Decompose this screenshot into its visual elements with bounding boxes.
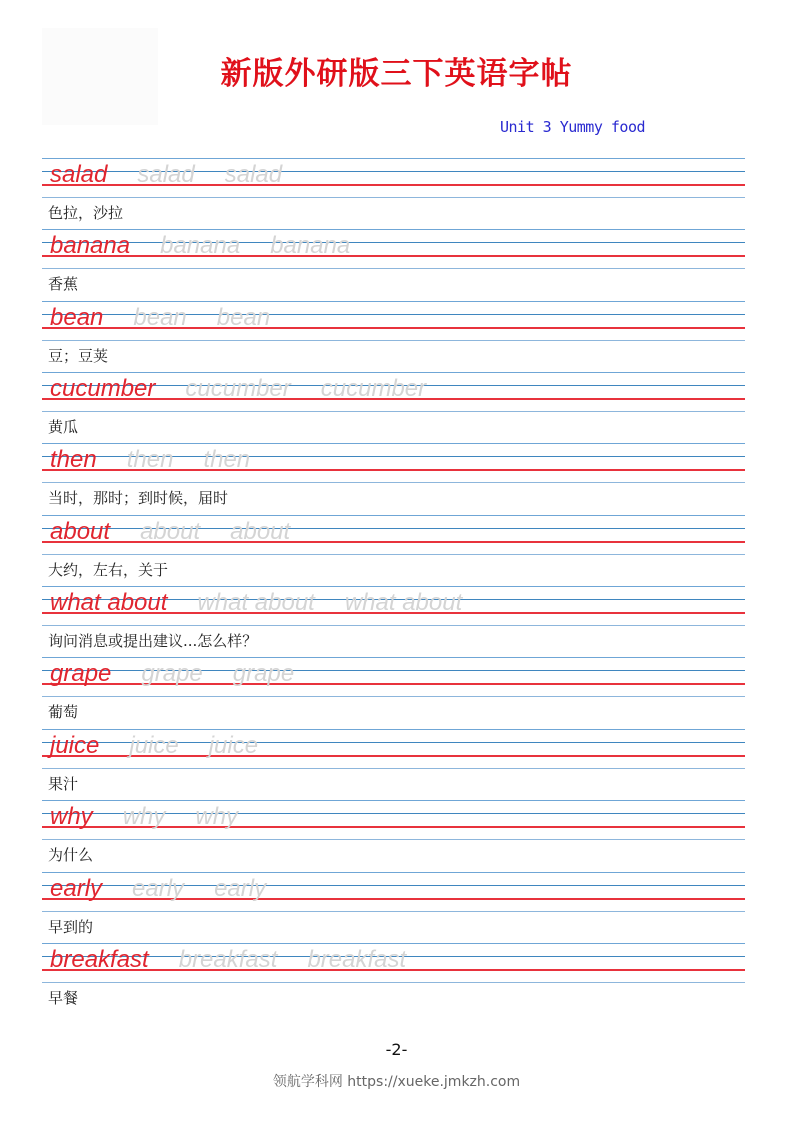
word: bean (50, 304, 104, 331)
trace-word: what about (344, 589, 463, 616)
trace-word: breakfast (178, 946, 278, 973)
page-number: -2- (385, 1040, 408, 1059)
word-line (50, 444, 280, 476)
word: breakfast (50, 946, 149, 973)
trace-word: then (126, 446, 174, 473)
copybook-row (42, 586, 745, 658)
trace-word: salad (224, 161, 283, 188)
copybook-row (42, 872, 745, 944)
trace-word: grape (141, 660, 203, 687)
trace-word: about (230, 518, 291, 545)
meaning: 葡萄 (48, 703, 79, 721)
word-line (50, 587, 492, 619)
trace-word: bean (216, 304, 271, 331)
word: why (50, 803, 93, 830)
meaning: 香蕉 (48, 275, 79, 293)
word: banana (50, 232, 131, 259)
copybook-row (42, 657, 745, 729)
trace-word: cucumber (320, 375, 427, 402)
trace-word: juice (129, 732, 179, 759)
word: early (50, 875, 103, 902)
word-line (50, 159, 312, 191)
trace-word: breakfast (307, 946, 407, 973)
meaning: 黄瓜 (48, 418, 79, 436)
trace-word: about (140, 518, 201, 545)
trace-word: juice (208, 732, 259, 759)
word-line (50, 230, 380, 262)
copybook-row (42, 443, 745, 515)
guide-line-bottom (42, 982, 745, 983)
guide-line-bottom (42, 839, 745, 840)
copybook-row (42, 515, 745, 587)
word-line (50, 373, 456, 405)
copybook-row (42, 372, 745, 444)
guide-line-bottom (42, 411, 745, 412)
copybook-row (42, 943, 745, 1015)
word-line (50, 873, 296, 905)
trace-word: cucumber (185, 375, 291, 402)
trace-word: early (132, 875, 185, 902)
guide-line-bottom (42, 554, 745, 555)
copybook-row (42, 800, 745, 872)
meaning: 色拉，沙拉 (48, 204, 124, 222)
meaning: 早餐 (48, 989, 79, 1007)
meaning: 询问消息或提出建议...怎么样？ (48, 632, 258, 650)
meaning: 果汁 (48, 775, 79, 793)
copybook-row (42, 229, 745, 301)
word: what about (50, 589, 168, 616)
trace-word: what about (197, 589, 315, 616)
trace-word: salad (137, 161, 195, 188)
trace-word: why (122, 803, 166, 830)
footer-source: 领航学科网 https://xueke.jmkzh.com (272, 1074, 521, 1090)
guide-line-bottom (42, 625, 745, 626)
copybook-row (42, 729, 745, 801)
word-line (50, 801, 268, 833)
trace-word: banana (270, 232, 351, 259)
meaning: 豆；豆荚 (48, 347, 109, 365)
guide-line-bottom (42, 268, 745, 269)
guide-line-bottom (42, 340, 745, 341)
trace-word: grape (232, 660, 295, 687)
word-line (50, 944, 436, 976)
word: juice (50, 732, 100, 759)
word: then (50, 446, 97, 473)
unit-subtitle: Unit 3 Yummy food (500, 118, 646, 136)
trace-word: banana (160, 232, 241, 259)
guide-line-bottom (42, 696, 745, 697)
meaning: 当时，那时；到时候，届时 (48, 489, 229, 507)
word-line (50, 658, 324, 690)
page-title: 新版外研版三下英语字帖 (220, 56, 573, 92)
word-line (50, 516, 320, 548)
guide-line-bottom (42, 482, 745, 483)
guide-line-bottom (42, 197, 745, 198)
guide-line-bottom (42, 768, 745, 769)
word-line (50, 730, 288, 762)
copybook-row (42, 158, 745, 230)
meaning: 大约，左右，关于 (48, 561, 169, 579)
guide-line-bottom (42, 911, 745, 912)
trace-word: why (195, 803, 239, 830)
word: about (50, 518, 111, 545)
trace-word: then (203, 446, 251, 473)
meaning: 为什么 (48, 846, 94, 864)
word: salad (50, 161, 108, 188)
word: cucumber (50, 375, 156, 402)
trace-word: early (214, 875, 267, 902)
meaning: 早到的 (48, 918, 94, 936)
word: grape (50, 660, 112, 687)
word-line (50, 302, 300, 334)
copybook-row (42, 301, 745, 373)
trace-word: bean (133, 304, 187, 331)
